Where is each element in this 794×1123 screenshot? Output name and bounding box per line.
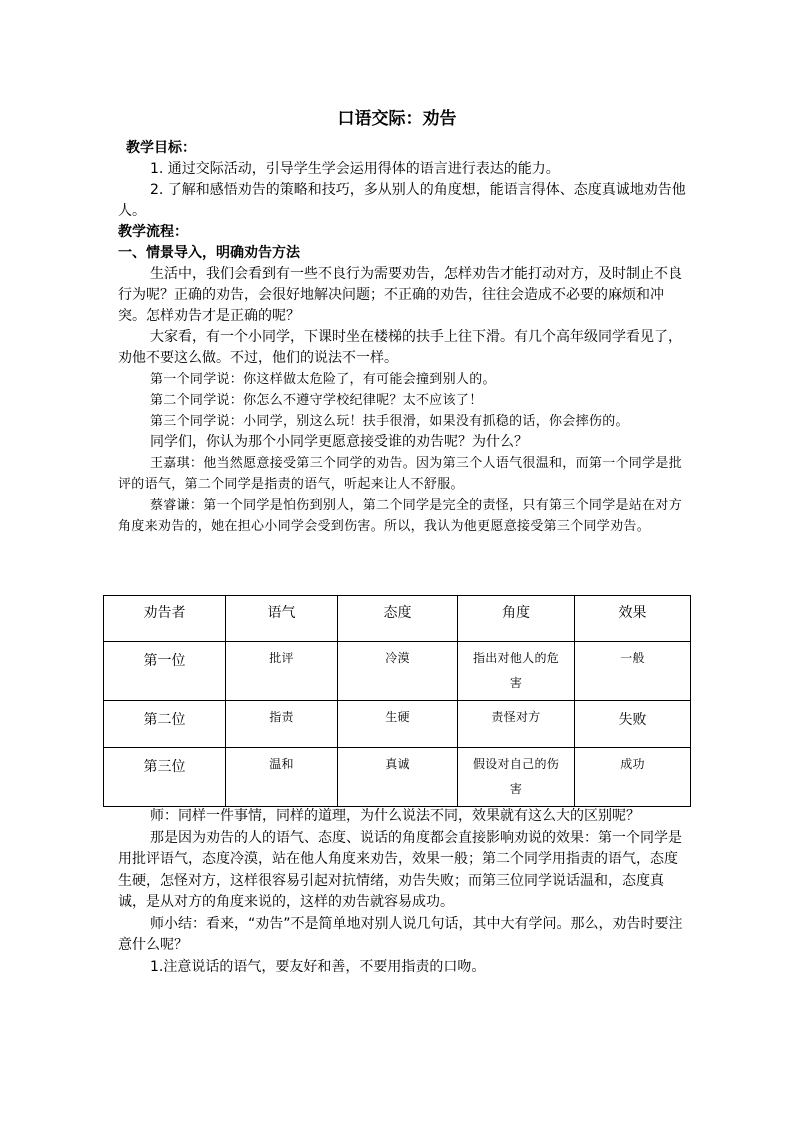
classmate-quote: 第一个同学说：你这样做太危险了，有可能会撞到别人的。 (150, 372, 496, 387)
table-header-cell: 效果 (575, 596, 691, 642)
table-header-cell: 态度 (338, 596, 458, 642)
table-cell: 冷漠 (338, 642, 458, 701)
table-cell: 第一位 (104, 642, 226, 701)
document-body (118, 138, 690, 537)
process-heading: 教学流程： (118, 224, 188, 240)
table-header-cell: 角度 (458, 596, 575, 642)
paragraph: 生活中，我们会看到有一些不良行为需要劝告，怎样劝告才能打动对方，及时制止不良行为呢？正确的劝告，会很好地解决问题；不正确的劝告，往往会造成不必要的麻烦和冲突。怎样劝告才是正确的呢？ (118, 266, 682, 324)
goals-heading: 教学目标： (126, 140, 196, 156)
table-cell: 真诚 (338, 748, 458, 807)
table-cell: 失败 (575, 701, 691, 748)
discussion-section (118, 806, 690, 978)
goal-item: 1. 通过交际活动，引导学生学会运用得体的语言进行表达的能力。 (150, 161, 560, 177)
table-header-cell: 劝告者 (104, 596, 226, 642)
table-cell: 成功 (575, 748, 691, 807)
comparison-table (103, 595, 691, 807)
document-title: 口语交际：劝告 (337, 109, 457, 129)
paragraph: 大家看，有一个小同学，下课时坐在楼梯的扶手上往下滑。有几个高年级同学看见了，劝他不要这么做。不过，他们的说法不一样。 (118, 329, 682, 366)
question: 同学们，你认为那个小同学更愿意接受谁的劝告呢？为什么？ (150, 434, 528, 450)
paragraph: 师小结：看来，“劝告”不是简单地对别人说几句话，其中大有学问。那么，劝告时要注意什么呢？ (118, 915, 683, 953)
table-cell: 责怪对方 (458, 701, 575, 748)
table-header-cell: 语气 (226, 596, 338, 642)
table-cell: 假设对自己的伤害 (458, 748, 575, 807)
student-answer: 王嘉琪：他当然愿意接受第三个同学的劝告。因为第三个人语气很温和，而第一个同学是批评的语气，第二个同学是指责的语气，听起来让人不舒服。 (118, 456, 683, 492)
table-cell: 指出对他人的危害 (458, 642, 575, 701)
table-cell: 第三位 (104, 748, 226, 807)
student-answer: 蔡睿谦：第一个同学是怕伤到别人，第二个同学是完全的责怪，只有第三个同学是站在对方角度来劝告的，她在担心小同学会受到伤害。所以，我认为他更愿意接受第三个同学劝告。 (118, 498, 683, 534)
table-row (104, 748, 691, 807)
classmate-quote: 第三个同学说：小同学，别这么玩！扶手很滑，如果没有抓稳的话，你会摔伤的。 (150, 414, 629, 429)
paragraph: 师：同样一件事情，同样的道理，为什么说法不同，效果就有这么大的区别呢？ (150, 808, 640, 824)
classmate-quote: 第二个同学说：你怎么不遵守学校纪律呢？太不应该了！ (150, 393, 483, 408)
table-cell: 一般 (575, 642, 691, 701)
table-row (104, 701, 691, 748)
table-cell: 第二位 (104, 701, 226, 748)
table-cell: 生硬 (338, 701, 458, 748)
table-cell: 指责 (226, 701, 338, 748)
table-cell: 批评 (226, 642, 338, 701)
table-row (104, 642, 691, 701)
goal-item: 2. 了解和感悟劝告的策略和技巧，多从别人的角度想，能语言得体、态度真诚地劝告他人。 (118, 182, 686, 219)
table-cell: 温和 (226, 748, 338, 807)
section-heading: 一、情景导入，明确劝告方法 (118, 245, 300, 261)
paragraph: 那是因为劝告的人的语气、态度、说话的角度都会直接影响劝说的效果：第一个同学是用批评语气，态度冷漠，站在他人角度来劝告，效果一般；第二个同学用指责的语气，态度生硬，怎怪对方，这样很容易引起对抗情绪，劝告失败；而第三位同学说话温和，态度真诚，是从对方的角度来说的，这样的劝告就容易成功。 (118, 829, 682, 910)
paragraph: 1.注意说话的语气，要友好和善，不要用指责的口吻。 (150, 958, 486, 975)
table-header-row (104, 596, 691, 642)
